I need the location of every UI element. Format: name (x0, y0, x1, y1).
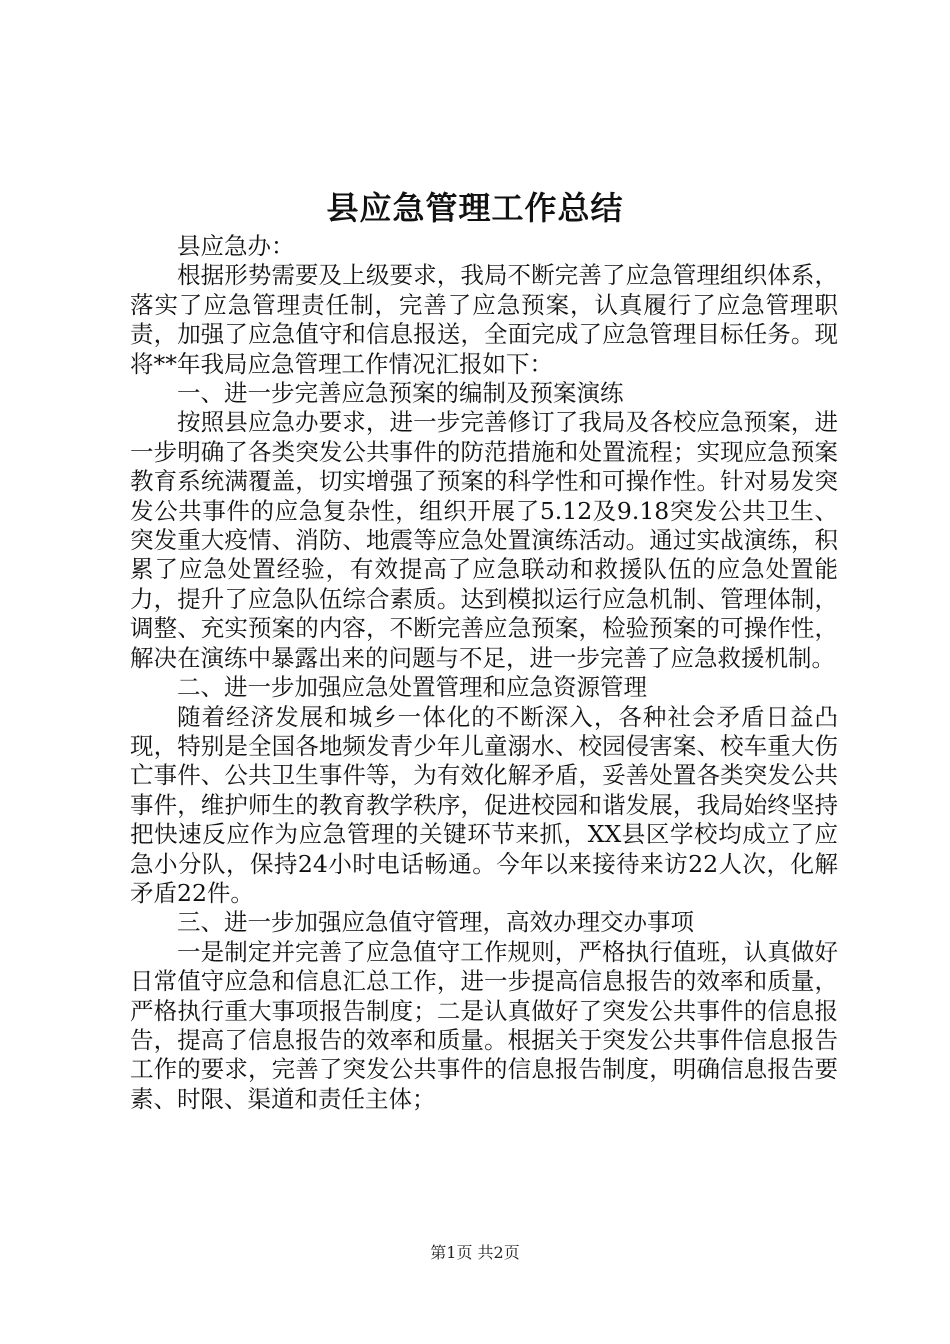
intro-paragraph: 根据形势需要及上级要求，我局不断完善了应急管理组织体系，落实了应急管理责任制，完善了应急预案，认真履行了应急管理职责，加强了应急值守和信息报送，全面完成了应急管理目标任务。现将**年我局应急管理工作情况汇报如下： (130, 261, 838, 378)
section-heading-3: 三、进一步加强应急值守管理，高效办理交办事项 (177, 908, 694, 937)
section-heading-2: 二、进一步加强应急处置管理和应急资源管理 (177, 673, 647, 702)
section-paragraph-2: 随着经济发展和城乡一体化的不断深入，各种社会矛盾日益凸现，特别是全国各地频发青少年儿童溺水、校园侵害案、校车重大伤亡事件、公共卫生事件等，为有效化解矛盾，妥善处置各类突发公共事件，维护师生的教育教学秩序，促进校园和谐发展，我局始终坚持把快速反应作为应急管理的关键环节来抓，XX县区学校均成立了应急小分队，保持24小时电话畅通。今年以来接待来访22人次，化解矛盾22件。 (130, 702, 838, 907)
section-heading-1: 一、进一步完善应急预案的编制及预案演练 (177, 379, 624, 408)
section-paragraph-1: 按照县应急办要求，进一步完善修订了我局及各校应急预案，进一步明确了各类突发公共事件的防范措施和处置流程；实现应急预案教育系统满覆盖，切实增强了预案的科学性和可操作性。针对易发突发公共事件的应急复杂性，组织开展了5.12及9.18突发公共卫生、突发重大疫情、消防、地震等应急处置演练活动。通过实战演练，积累了应急处置经验，有效提高了应急联动和救援队伍的应急处置能力，提升了应急队伍综合素质。达到模拟运行应急机制、管理体制，调整、充实预案的内容，不断完善应急预案，检验预案的可操作性，解决在演练中暴露出来的问题与不足，进一步完善了应急救援机制。 (130, 408, 838, 672)
salutation: 县应急办： (177, 232, 295, 260)
page-number-footer: 第1页 共2页 (430, 1243, 520, 1262)
document-body (130, 232, 838, 1114)
section-paragraph-3: 一是制定并完善了应急值守工作规则，严格执行值班，认真做好日常值守应急和信息汇总工作，进一步提高信息报告的效率和质量，严格执行重大事项报告制度；二是认真做好了突发公共事件的信息报告，提高了信息报告的效率和质量。根据关于突发公共事件信息报告工作的要求，完善了突发公共事件的信息报告制度，明确信息报告要素、时限、渠道和责任主体； (130, 937, 838, 1113)
document-title: 县应急管理工作总结 (326, 189, 624, 227)
